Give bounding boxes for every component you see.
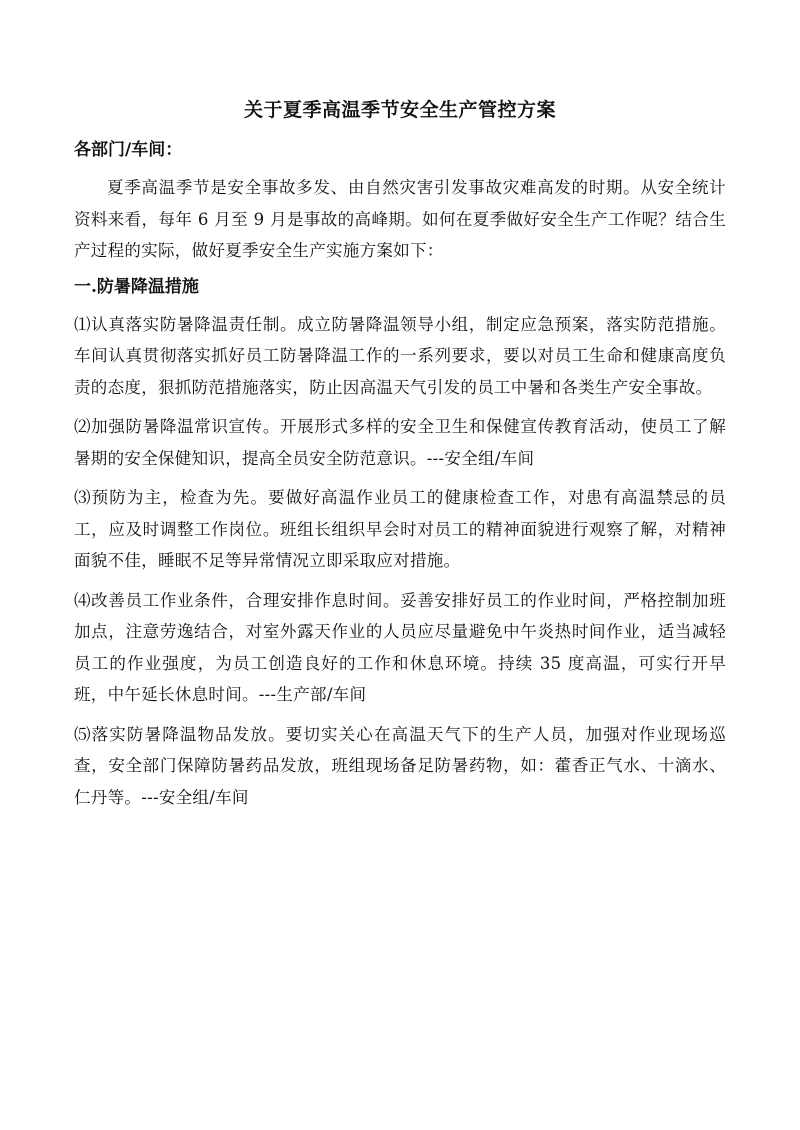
measure-item-4: ⑷改善员工作业条件，合理安排作息时间。妥善安排好员工的作业时间，严格控制加班加点，注意劳逸结合，对室外露天作业的人员应尽量避免中午炎热时间作业，适当减轻员工的作业强度，为员工创造良好的工作和休息环境。持续 35 度高温，可实行开早班，中午延长休息时间。---生产部/车间 <box>74 590 726 704</box>
measure-item-3: ⑶预防为主，检查为先。要做好高温作业员工的健康检查工作，对患有高温禁忌的员工，应及时调整工作岗位。班组长组织早会时对员工的精神面貌进行观察了解，对精神面貌不佳，睡眠不足等异常情况立即采取应对措施。 <box>74 488 726 570</box>
intro-paragraph: 夏季高温季节是安全事故多发、由自然灾害引发事故灾难高发的时期。从安全统计资料来看，每年 6 月至 9 月是事故的高峰期。如何在夏季做好安全生产工作呢？结合生产过程的实际，做好夏季安全生产实施方案如下： <box>74 178 726 260</box>
measure-item-1: ⑴认真落实防暑降温责任制。成立防暑降温领导小组，制定应急预案，落实防范措施。车间认真贯彻落实抓好员工防暑降温工作的一系列要求，要以对员工生命和健康高度负责的态度，狠抓防范措施落实，防止因高温天气引发的员工中暑和各类生产安全事故。 <box>74 314 726 397</box>
salutation: 各部门/车间： <box>74 140 183 160</box>
measure-item-2: ⑵加强防暑降温常识宣传。开展形式多样的安全卫生和保健宣传教育活动，使员工了解暑期的安全保健知识，提高全员安全防范意识。---安全组/车间 <box>74 417 726 468</box>
document-title: 关于夏季高温季节安全生产管控方案 <box>243 99 556 121</box>
section-heading-cooling-measures: 一.防暑降温措施 <box>74 276 199 297</box>
document-page <box>74 96 726 821</box>
measure-item-5: ⑸落实防暑降温物品发放。要切实关心在高温天气下的生产人员，加强对作业现场巡查，安全部门保障防暑药品发放，班组现场备足防暑药物，如：藿香正气水、十滴水、仁丹等。---安全组/车间 <box>74 724 726 807</box>
